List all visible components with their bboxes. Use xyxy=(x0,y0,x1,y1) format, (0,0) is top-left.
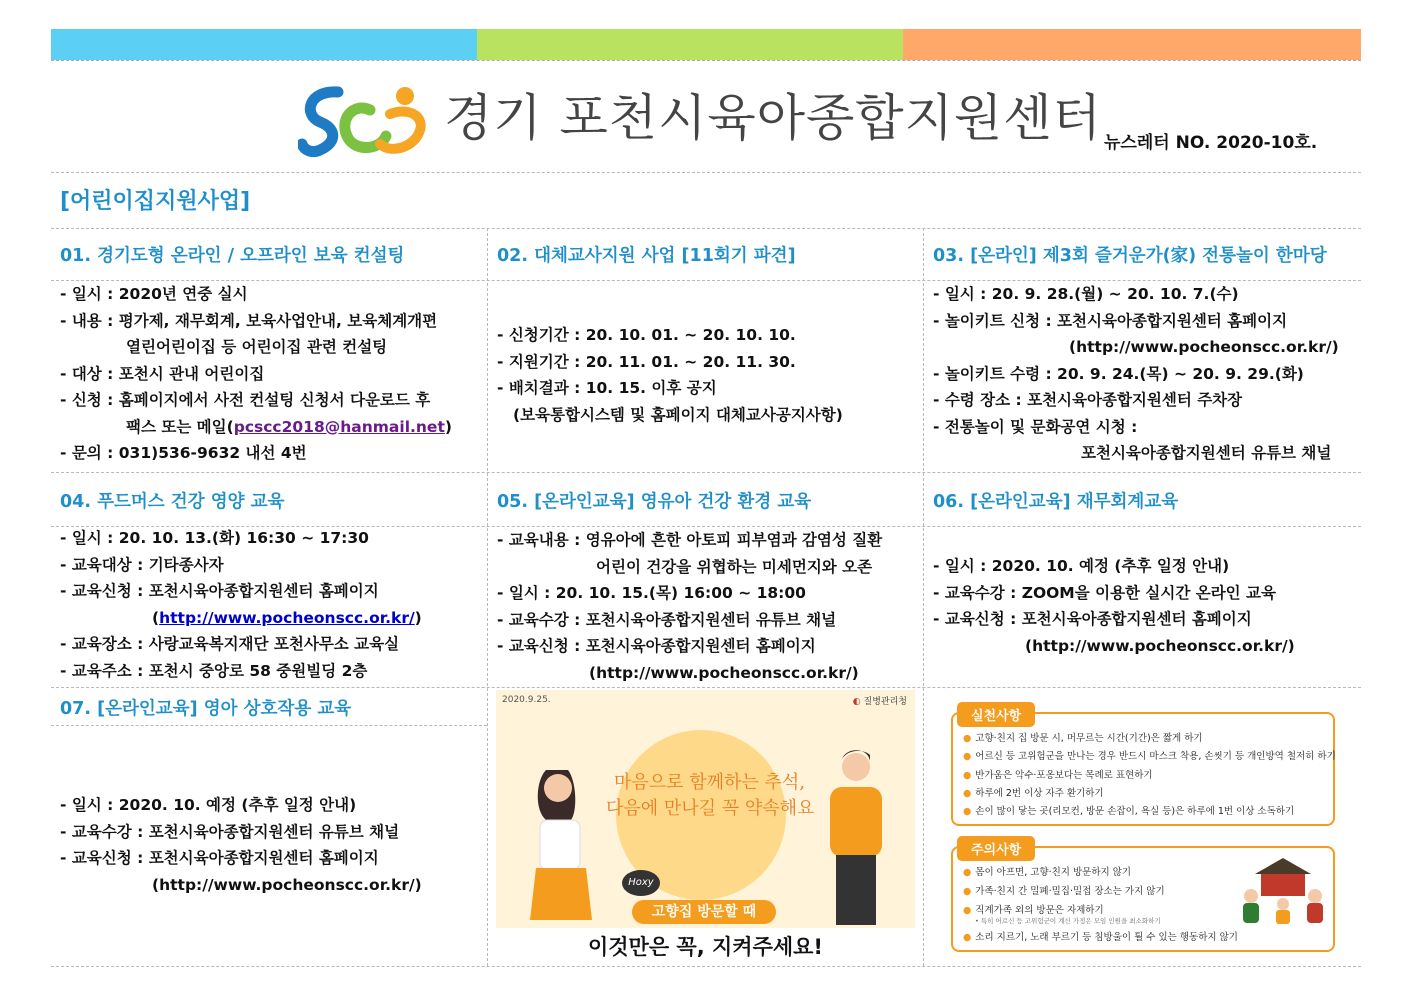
item-heading-07: 07. [온라인교육] 영아 상호작용 교육 xyxy=(60,699,352,719)
poster-bottom-text: 이것만은 꼭, 지켜주세요! xyxy=(587,935,824,959)
header-bar-green xyxy=(477,29,903,60)
item-text: ) xyxy=(414,608,422,627)
item-line: - 놀이키트 신청 : 포천시육아종합지원센터 홈페이지 xyxy=(933,311,1288,330)
poster-slogan-1: 마음으로 함께하는 추석, xyxy=(614,772,806,793)
item-line: - 교육신청 : 포천시육아종합지원센터 홈페이지 xyxy=(60,849,379,867)
item-body-03 xyxy=(933,281,1339,467)
family-illustration xyxy=(1235,854,1331,924)
chuseok-guide xyxy=(949,694,1337,954)
homepage-link[interactable]: http://www.pocheonscc.or.kr/ xyxy=(159,608,415,627)
item-line: - 교육신청 : 포천시육아종합지원센터 홈페이지 xyxy=(497,637,816,655)
item-line: 포천시육아종합지원센터 유튜브 채널 xyxy=(1081,444,1332,462)
section-title: [어린이집지원사업] xyxy=(60,189,251,214)
divider xyxy=(51,687,1361,688)
item-body-05 xyxy=(497,527,882,686)
man-illustration xyxy=(806,745,906,925)
divider xyxy=(51,228,1361,229)
item-line: 어린이 건강을 위협하는 미세먼지와 오존 xyxy=(596,557,873,576)
item-line: - 일시 : 20. 10. 13.(화) 16:30 ~ 17:30 xyxy=(60,529,369,547)
item-heading-02: 02. 대체교사지원 사업 [11회기 파견] xyxy=(497,246,796,266)
practice-item: ● 손이 많이 닿는 곳(리모컨, 방문 손잡이, 욕실 등)은 하루에 1번 이상 소독하기 xyxy=(963,803,1294,817)
item-line: - 교육수강 : 포천시육아종합지원센터 유튜브 채널 xyxy=(60,822,400,841)
item-line xyxy=(60,605,422,632)
poster-banner: 고향집 방문할 때 xyxy=(632,900,776,924)
item-line: (보육통합시스템 및 홈페이지 대체교사공지사항) xyxy=(513,405,843,424)
divider xyxy=(51,725,487,726)
item-body-07 xyxy=(60,792,422,898)
hoxy-badge: Hoxy xyxy=(622,870,660,896)
header-bar-orange xyxy=(903,29,1361,60)
item-line: - 교육신청 : 포천시육아종합지원센터 홈페이지 xyxy=(933,610,1252,628)
item-text: 팩스 또는 메일( xyxy=(126,417,234,436)
caution-item: ● 소리 지르기, 노래 부르기 등 침방울이 튈 수 있는 행동하지 않기 xyxy=(963,929,1238,943)
item-line: - 일시 : 20. 10. 15.(목) 16:00 ~ 18:00 xyxy=(497,584,806,602)
divider xyxy=(923,228,924,966)
item-line: - 놀이키트 수령 : 20. 9. 24.(목) ~ 20. 9. 29.(화) xyxy=(933,364,1304,383)
divider xyxy=(51,60,1361,61)
item-heading-04: 04. 푸드머스 건강 영양 교육 xyxy=(60,492,285,512)
center-logo-icon xyxy=(298,80,438,160)
item-line: - 교육수강 : 포천시육아종합지원센터 유튜브 채널 xyxy=(497,610,837,629)
item-body-02 xyxy=(497,322,843,428)
item-line: - 문의 : 031)536-9632 내선 4번 xyxy=(60,444,307,462)
practice-item: ● 반가움은 악수·포옹보다는 목례로 표현하기 xyxy=(963,767,1153,781)
item-line: (http://www.pocheonscc.or.kr/) xyxy=(1069,338,1339,356)
item-text: ) xyxy=(444,417,452,436)
item-line: - 신청기간 : 20. 10. 01. ~ 20. 10. 10. xyxy=(497,326,796,344)
item-line: 열린어린이집 등 어린이집 관련 컨설팅 xyxy=(126,338,388,356)
woman-illustration xyxy=(516,750,606,920)
item-line: (http://www.pocheonscc.or.kr/) xyxy=(589,663,859,682)
item-line: - 일시 : 2020. 10. 예정 (추후 일정 안내) xyxy=(60,796,357,814)
item-heading-05: 05. [온라인교육] 영유아 건강 환경 교육 xyxy=(497,492,812,512)
item-line: - 내용 : 평가제, 재무회계, 보육사업안내, 보육체계개편 xyxy=(60,311,438,330)
poster-agency xyxy=(853,694,907,707)
header-bar-blue xyxy=(51,29,477,60)
item-line: - 수령 장소 : 포천시육아종합지원센터 주차장 xyxy=(933,391,1243,409)
caution-tag: 주의사항 xyxy=(957,836,1035,861)
divider xyxy=(487,228,488,966)
practice-tag: 실천사항 xyxy=(957,702,1035,727)
practice-item: ● 고향·친지 집 방문 시, 머무르는 시간(기간)은 짧게 하기 xyxy=(963,730,1203,744)
org-title: 경기 포천시육아종합지원센터 xyxy=(444,89,1102,147)
item-line: (http://www.pocheonscc.or.kr/) xyxy=(1025,636,1295,655)
issue-number: 뉴스레터 NO. 2020-10호. xyxy=(1104,133,1318,153)
item-line: - 지원기간 : 20. 11. 01. ~ 20. 11. 30. xyxy=(497,352,796,371)
caution-item: ● 가족·친지 간 밀폐·밀집·밀접 장소는 가지 않기 xyxy=(963,883,1165,897)
poster-slogan-2: 다음에 만나길 꼭 약속해요 xyxy=(606,798,815,819)
item-line: - 대상 : 포천시 관내 어린이집 xyxy=(60,364,265,383)
item-line: - 일시 : 20. 9. 28.(월) ~ 20. 10. 7.(수) xyxy=(933,285,1239,303)
item-line: - 교육장소 : 사랑교육복지재단 포천사무소 교육실 xyxy=(60,635,400,653)
practice-item: ● 하루에 2번 이상 자주 환기하기 xyxy=(963,785,1104,799)
item-line: - 교육주소 : 포천시 중앙로 58 중원빌딩 2층 xyxy=(60,661,368,680)
item-body-04 xyxy=(60,525,422,684)
email-link[interactable]: pcscc2018@hanmail.net xyxy=(233,417,445,436)
divider xyxy=(51,172,1361,173)
item-line: - 전통놀이 및 문화공연 시청 : xyxy=(933,417,1138,436)
item-body-06 xyxy=(933,553,1295,659)
item-line: (http://www.pocheonscc.or.kr/) xyxy=(152,875,422,894)
practice-item: ● 어르신 등 고위험군을 만나는 경우 반드시 마스크 착용, 손씻기 등 개인방역 철저히 하기 xyxy=(963,748,1336,762)
item-line: - 교육수강 : ZOOM을 이용한 실시간 온라인 교육 xyxy=(933,583,1276,602)
item-line: - 일시 : 2020년 연중 실시 xyxy=(60,285,248,303)
poster-date: 2020.9.25. xyxy=(502,695,551,705)
divider xyxy=(51,966,1361,967)
agency-logo-icon: ◐ xyxy=(852,697,861,707)
item-line: - 일시 : 2020. 10. 예정 (추후 일정 안내) xyxy=(933,557,1230,575)
caution-item: ● 직계가족 외의 방문은 자제하기 xyxy=(963,902,1104,916)
item-line: - 배치결과 : 10. 15. 이후 공지 xyxy=(497,379,717,397)
divider xyxy=(51,472,1361,473)
item-line: - 신청 : 홈페이지에서 사전 컨설팅 신청서 다운로드 후 xyxy=(60,391,431,409)
item-line: - 교육신청 : 포천시육아종합지원센터 홈페이지 xyxy=(60,582,379,600)
item-text: ( xyxy=(152,608,160,627)
caution-note: • 특히 어르신 등 고위험군이 계신 가정은 모임 인원을 최소화하기 xyxy=(975,917,1161,925)
item-line: - 교육내용 : 영유아에 흔한 아토피 피부염과 감염성 질환 xyxy=(497,531,883,549)
item-heading-03: 03. [온라인] 제3회 즐거운가(家) 전통놀이 한마당 xyxy=(933,246,1327,266)
item-line: - 교육대상 : 기타종사자 xyxy=(60,555,224,574)
agency-name: 질병관리청 xyxy=(863,697,907,707)
item-heading-01: 01. 경기도형 온라인 / 오프라인 보육 컨설팅 xyxy=(60,246,405,266)
item-line xyxy=(60,414,452,441)
caution-item: ● 몸이 아프면, 고향·친지 방문하지 않기 xyxy=(963,864,1131,878)
item-heading-06: 06. [온라인교육] 재무회계교육 xyxy=(933,492,1179,512)
chuseok-poster xyxy=(496,690,915,962)
item-body-01 xyxy=(60,281,452,467)
